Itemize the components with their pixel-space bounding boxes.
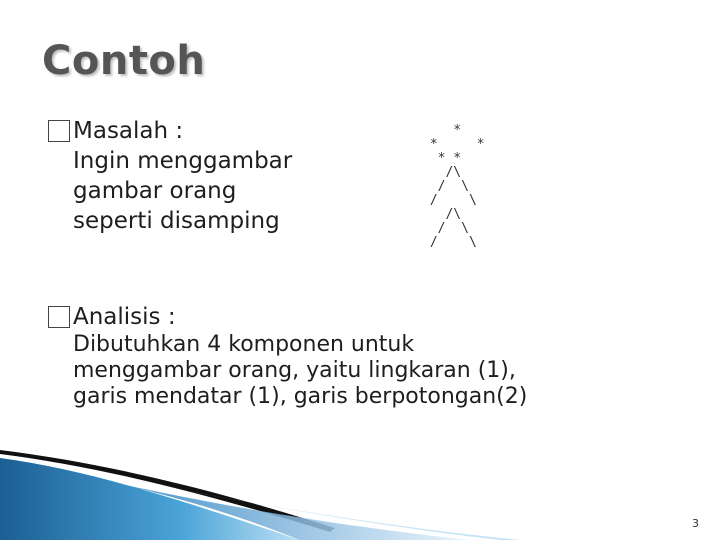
bullet-label: Masalah : <box>73 118 184 144</box>
bullet-line: menggambar orang, yaitu lingkaran (1), <box>73 358 516 383</box>
bullet-line: Dibutuhkan 4 komponen untuk <box>73 332 415 357</box>
page-number: 3 <box>692 517 699 530</box>
bullet-label: Analisis : <box>73 304 176 330</box>
ascii-person-figure: * * * * * /\ / \ / \ /\ / \ / \ <box>429 123 485 250</box>
slide-title: Contoh <box>42 38 206 84</box>
bullet-line: gambar orang <box>73 178 237 204</box>
bullet-line: seperti disamping <box>73 208 280 234</box>
bullet-line: Ingin menggambar <box>73 148 293 174</box>
bullet-line: garis mendatar (1), garis berpotongan(2) <box>73 384 528 409</box>
